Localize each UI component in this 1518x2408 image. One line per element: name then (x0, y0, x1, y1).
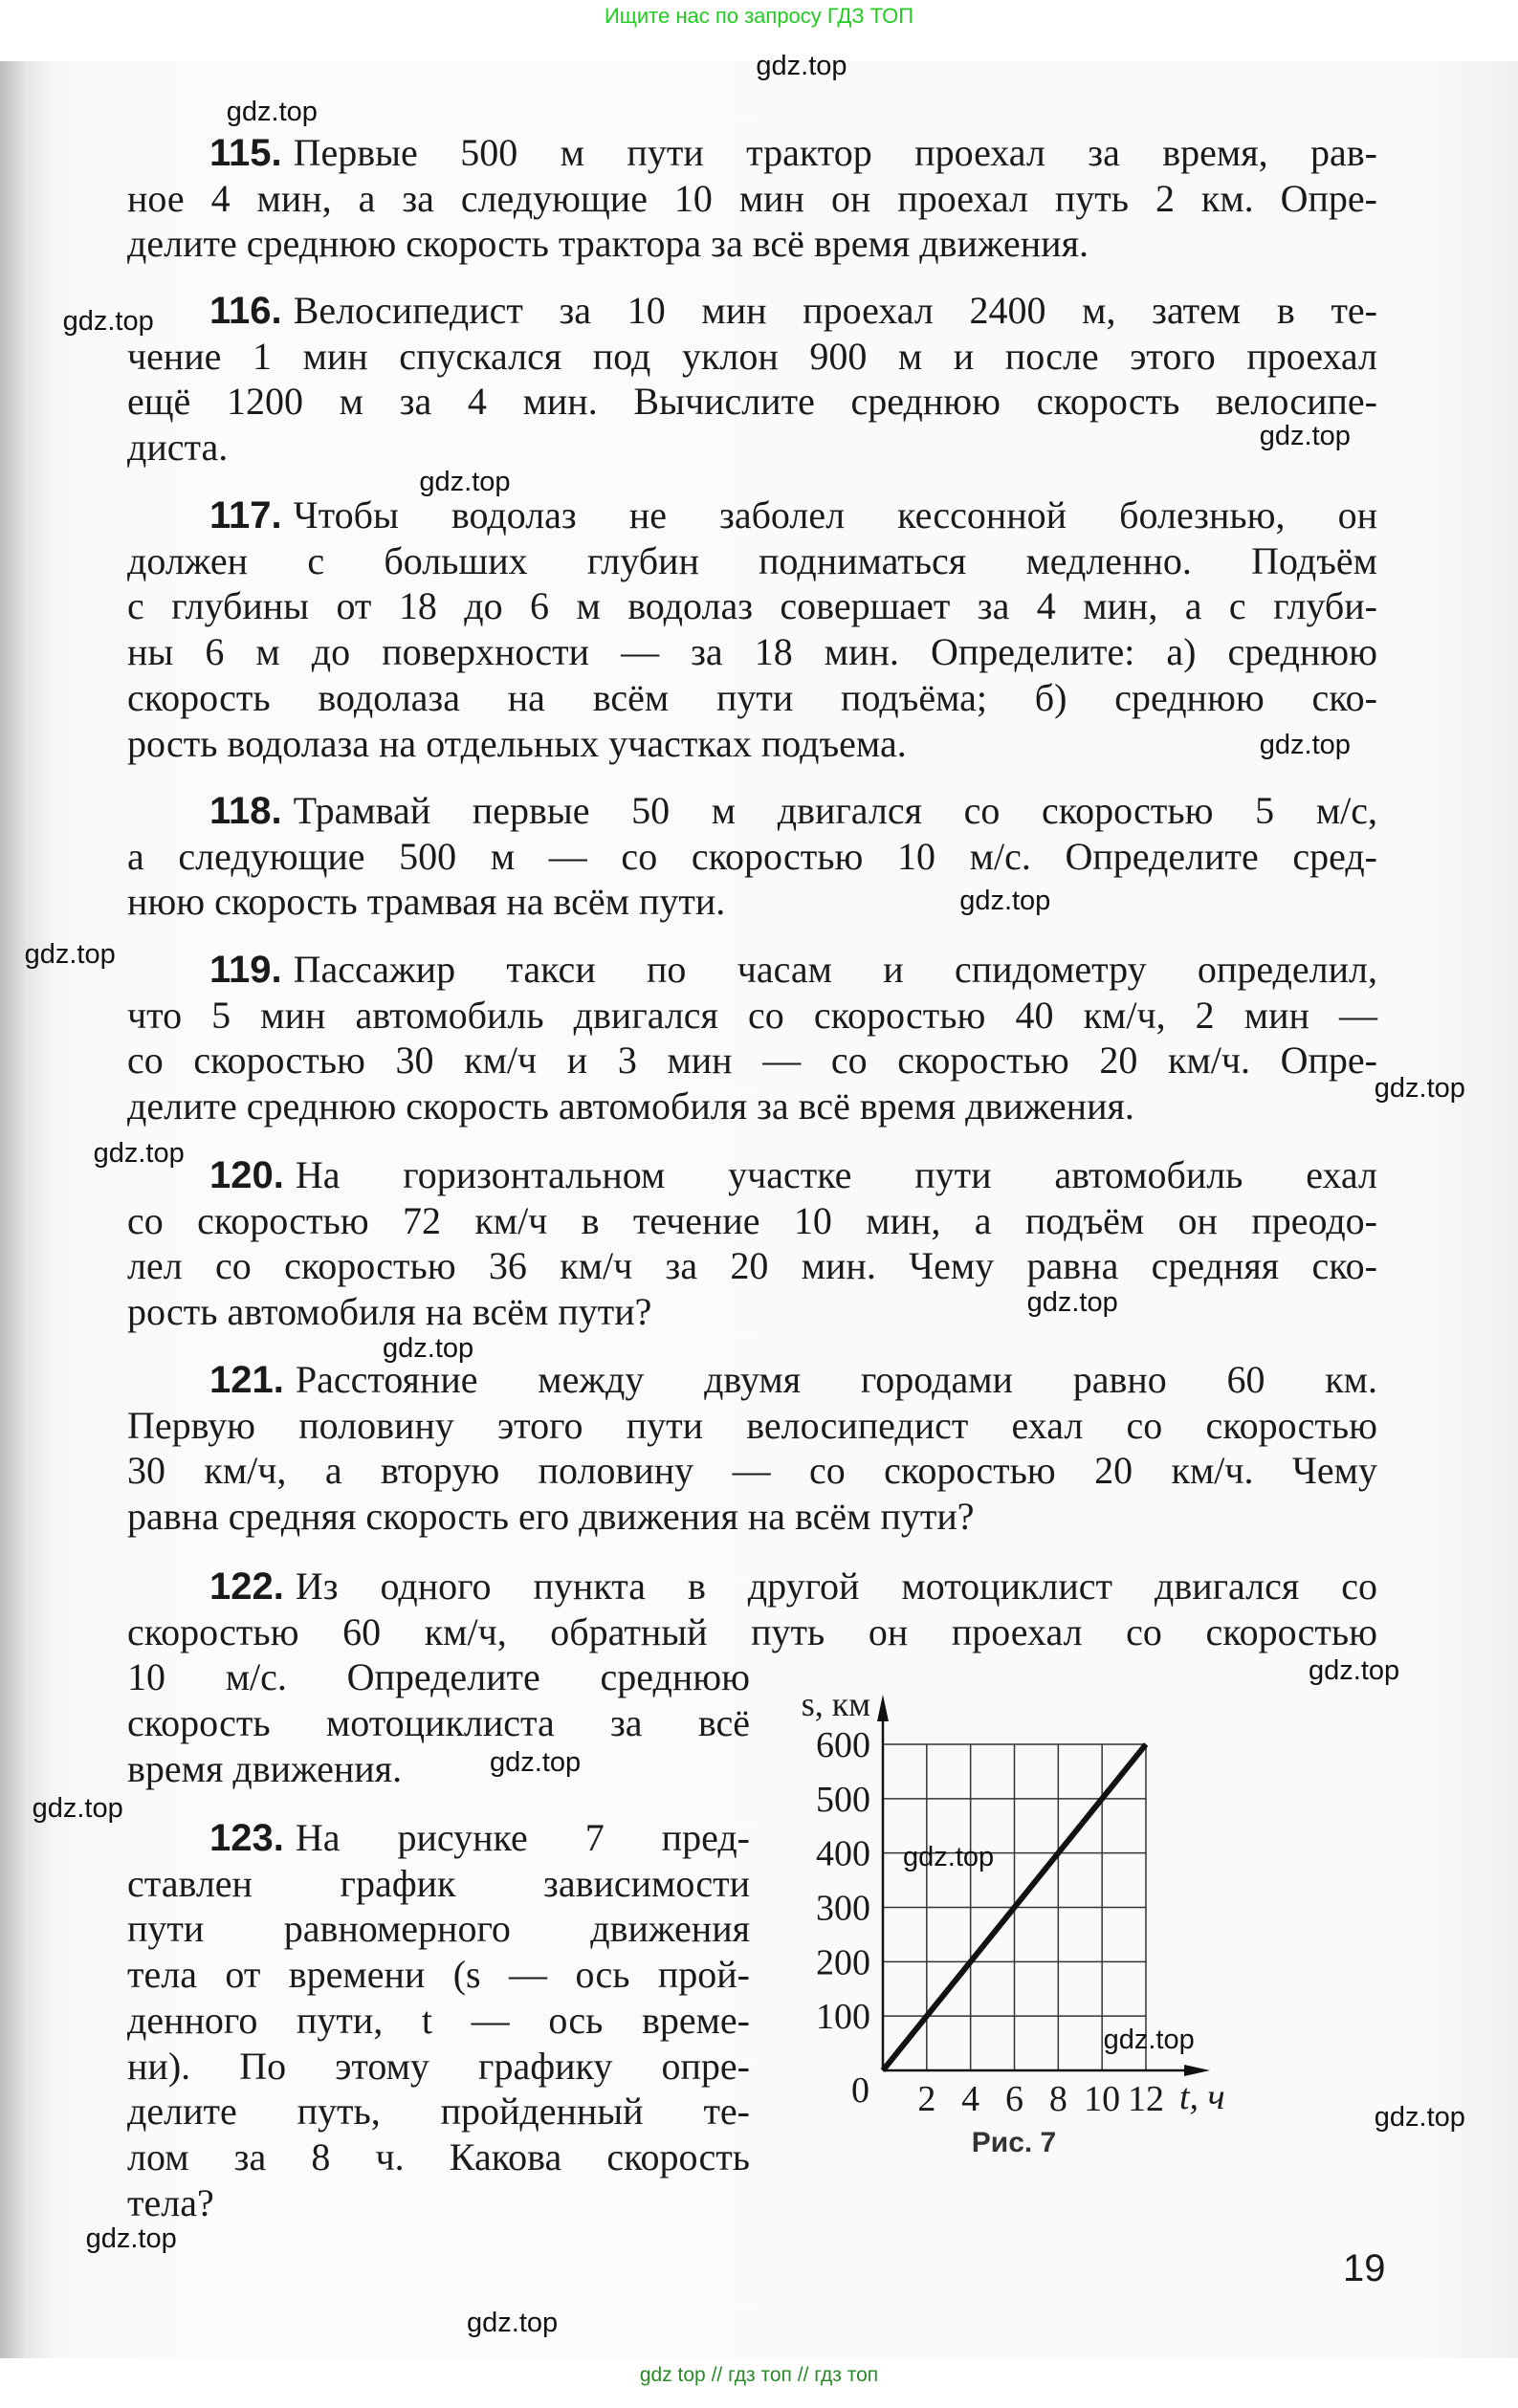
problem-text: скорость водолаза на всём пути подъёма; б) среднюю ско- (127, 675, 1377, 719)
watermark: gdz.top (756, 50, 847, 81)
watermark: gdz.top (490, 1747, 582, 1779)
problem-122-line (127, 1609, 1377, 1655)
problem-123-line (209, 1815, 750, 1861)
y-tick-label: 200 (816, 1942, 870, 1983)
problem-117-line (209, 493, 1377, 538)
problem-text: нюю скорость трамвая на всём пути. (127, 880, 726, 924)
x-tick-label: 2 (917, 2079, 936, 2119)
problem-122-line (127, 1700, 750, 1746)
watermark: gdz.top (226, 96, 318, 127)
watermark: gdz.top (85, 2222, 177, 2254)
problem-120-line (127, 1198, 1377, 1244)
problem-118-line (127, 879, 1377, 925)
problem-117-line (127, 538, 1377, 584)
problem-text: тела от времени (s — ось прой- (127, 1953, 750, 1997)
problem-text: ещё 1200 м за 4 мин. Вычислите среднюю скорость велосипе- (127, 380, 1377, 424)
problem-119-line (209, 947, 1377, 993)
problem-119-line (127, 1084, 1377, 1129)
problem-text: Первую половину этого пути велосипедист ехал со скоростью (127, 1403, 1377, 1447)
y-tick-label: 600 (816, 1725, 870, 1765)
problem-number: 121. (209, 1359, 284, 1401)
watermark: gdz.top (1259, 730, 1351, 761)
problem-text: лом за 8 ч. Какова скорость (127, 2134, 750, 2178)
problem-text: делите среднюю скорость трактора за всё время движения. (127, 222, 1089, 266)
problem-115-line (127, 176, 1377, 222)
problem-116-line (209, 288, 1377, 334)
watermark: gdz.top (1374, 2102, 1465, 2134)
x-axis-label: t, ч (1179, 2077, 1225, 2117)
problem-text: ставлен график зависимости (127, 1861, 750, 1905)
problem-text: Чтобы водолаз не заболел кессонной болезнью, он (293, 493, 1377, 536)
problem-121-line (127, 1448, 1377, 1494)
y-tick-label: 400 (816, 1833, 870, 1874)
problem-text: денного пути, t — ось време- (127, 1998, 750, 2042)
problem-text: Из одного пункта в другой мотоциклист двигался со (295, 1565, 1377, 1608)
problem-118-line (127, 834, 1377, 880)
problem-number: 122. (209, 1565, 284, 1608)
problem-122-line (127, 1746, 750, 1792)
problem-text: со скоростью 72 км/ч в течение 10 мин, а подъём он преодо- (127, 1198, 1377, 1242)
problem-text: равна средняя скорость его движения на всём пути? (127, 1495, 975, 1539)
problem-number: 115. (209, 132, 282, 174)
problem-117-line (127, 629, 1377, 675)
problem-text: должен с больших глубин подниматься медленно. Подъём (127, 538, 1377, 582)
watermark: gdz.top (467, 2307, 559, 2338)
y-axis-label: s, км (801, 1685, 870, 1723)
x-tick-label: 10 (1084, 2079, 1121, 2119)
problem-number: 123. (209, 1817, 284, 1859)
problem-text: что 5 мин автомобиль двигался со скоростью 40 км/ч, 2 мин — (127, 993, 1377, 1037)
problem-123-line (127, 1861, 750, 1907)
problem-118-line (209, 788, 1377, 834)
y-tick-label: 300 (816, 1888, 870, 1929)
watermark: gdz.top (383, 1332, 474, 1364)
problem-text: время движения. (127, 1746, 403, 1790)
problem-text: Первые 500 м пути трактор проехал за время, рав- (293, 131, 1377, 174)
x-tick-label: 6 (1005, 2079, 1023, 2119)
problem-text: Трамвай первые 50 м двигался со скоростью 5 м/с, (293, 789, 1377, 832)
problem-text: скорость мотоциклиста за всё (127, 1701, 750, 1745)
problem-121-line (127, 1494, 1377, 1540)
problem-number: 118. (209, 790, 282, 832)
problem-120-line (209, 1152, 1377, 1198)
watermark: gdz.top (32, 1793, 123, 1825)
watermark: gdz.top (62, 306, 154, 337)
problem-text: На горизонтальном участке пути автомобиль ехал (295, 1153, 1377, 1196)
problem-number: 119. (209, 949, 282, 991)
problem-123-line (127, 1906, 750, 1952)
problem-116-line (127, 379, 1377, 425)
problem-117-line (127, 675, 1377, 721)
bottom-banner[interactable]: gdz top // гдз топ // гдз топ (639, 2364, 879, 2386)
x-tick-label: 12 (1128, 2079, 1164, 2119)
problem-117-line (127, 583, 1377, 629)
problem-text: ное 4 мин, а за следующие 10 мин он проехал путь 2 км. Опре- (127, 176, 1377, 220)
problem-text: тела? (127, 2180, 214, 2224)
problem-117-line (127, 721, 1377, 767)
problem-number: 117. (209, 494, 282, 536)
problem-119-line (127, 993, 1377, 1039)
watermark: gdz.top (93, 1138, 185, 1170)
x-tick-label: 8 (1048, 2079, 1067, 2119)
problem-115-line (209, 130, 1377, 176)
top-banner[interactable]: Ищите нас по запросу ГДЗ ТОП (604, 4, 914, 28)
problem-text: со скоростью 30 км/ч и 3 мин — со скоростью 20 км/ч. Опре- (127, 1039, 1377, 1083)
x-tick-label: 4 (961, 2079, 980, 2119)
problem-115-line (127, 221, 1377, 267)
problem-number: 120. (209, 1154, 284, 1196)
origin-label: 0 (851, 2070, 869, 2111)
problem-text: делите среднюю скорость автомобиля за всё время движения. (127, 1084, 1134, 1128)
watermark: gdz.top (1026, 1286, 1118, 1318)
figure-caption: Рис. 7 (971, 2127, 1057, 2158)
problem-text: 30 км/ч, а вторую половину — со скоростью 20 км/ч. Чему (127, 1449, 1377, 1493)
problem-text: Велосипедист за 10 мин проехал 2400 м, затем в те- (293, 289, 1377, 332)
watermark: gdz.top (1309, 1655, 1400, 1687)
problem-122-line (209, 1564, 1377, 1609)
problem-123-line (127, 1952, 750, 1998)
problem-text: с глубины от 18 до 6 м водолаз совершает за 4 мин, а с глуби- (127, 584, 1377, 628)
problem-121-line (127, 1403, 1377, 1449)
problem-text: ни). По этому графику опре- (127, 2044, 750, 2088)
problem-text: рость водолаза на отдельных участках подъема. (127, 721, 907, 765)
problem-text: ны 6 м до поверхности — за 18 мин. Определите: а) среднюю (127, 630, 1377, 674)
problem-120-line (127, 1286, 1377, 1335)
problem-text: Расстояние между двумя городами равно 60 км. (295, 1358, 1377, 1401)
watermark: gdz.top (959, 886, 1051, 917)
problem-122-line (127, 1654, 750, 1700)
problem-text: диста. (127, 426, 229, 470)
watermark: gdz.top (1374, 1072, 1465, 1104)
problem-text: 10 м/с. Определите среднюю (127, 1655, 750, 1699)
problem-123-line (127, 2134, 750, 2180)
watermark: gdz.top (903, 1842, 995, 1873)
problem-116-line (127, 334, 1377, 380)
problem-text: чение 1 мин спускался под уклон 900 м и после этого проехал (127, 334, 1377, 378)
watermark: gdz.top (1103, 2024, 1195, 2055)
problem-120-line (127, 1243, 1377, 1289)
problem-text: а следующие 500 м — со скоростью 10 м/с. Определите сред- (127, 834, 1377, 878)
watermark: gdz.top (24, 939, 116, 971)
problem-123-line (127, 2044, 750, 2090)
y-tick-label: 500 (816, 1779, 870, 1820)
problem-123-line (127, 2089, 750, 2134)
y-tick-label: 100 (816, 1997, 870, 2038)
problem-text: пути равномерного движения (127, 1907, 750, 1951)
problem-119-line (127, 1038, 1377, 1084)
problem-123-line (127, 2180, 750, 2226)
problem-text: скоростью 60 км/ч, обратный путь он проехал со скоростью (127, 1609, 1377, 1653)
problem-text: Пассажир такси по часам и спидометру определил, (293, 948, 1377, 991)
problem-text: делите путь, пройденный те- (127, 2090, 750, 2134)
problem-123-line (127, 1998, 750, 2044)
problem-text: На рисунке 7 пред- (295, 1816, 750, 1859)
watermark: gdz.top (1259, 421, 1351, 451)
problem-text: лел со скоростью 36 км/ч за 20 мин. Чему равна средняя ско- (127, 1244, 1377, 1288)
watermark: gdz.top (419, 467, 511, 497)
problem-number: 116. (209, 290, 282, 332)
problem-text: рость автомобиля на всём пути? (127, 1290, 652, 1334)
problem-116-line (127, 425, 1377, 471)
page-number: 19 (1343, 2247, 1386, 2289)
